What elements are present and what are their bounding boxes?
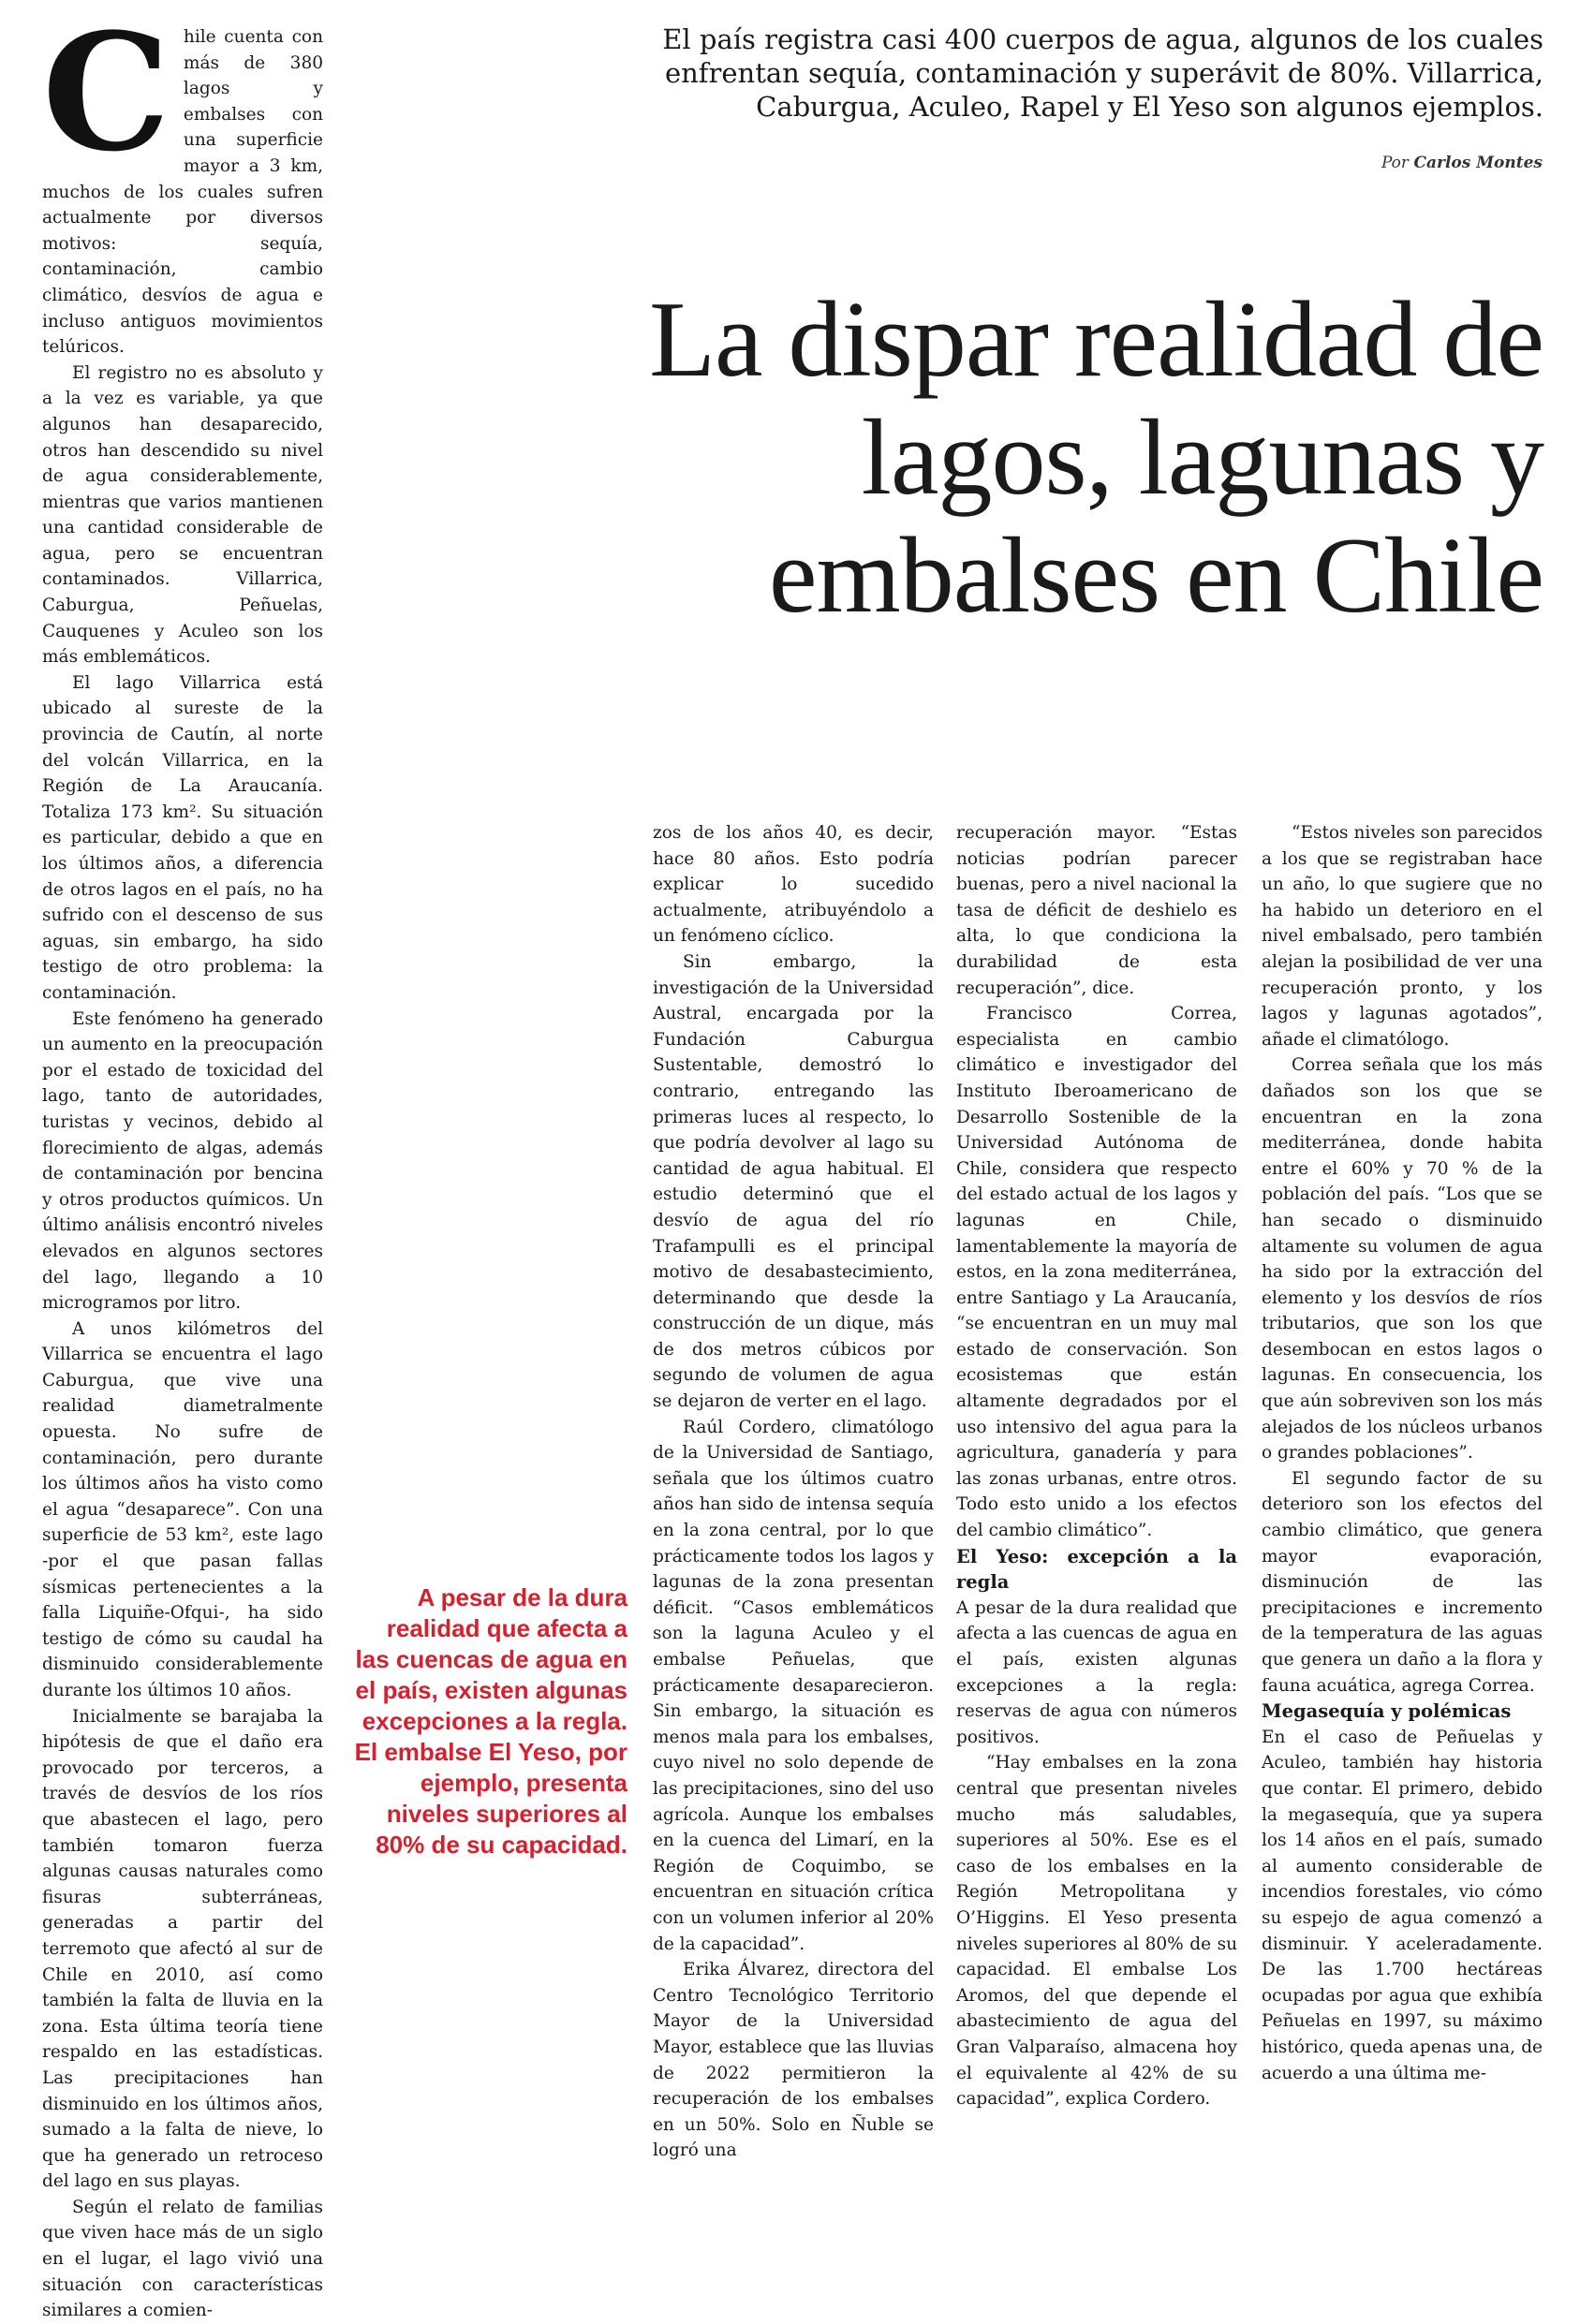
paragraph: El segundo factor de su deterioro son los efectos del cambio climático, que genera mayor evaporación, disminución de las precipitaciones e incremento de la temperatura de las aguas que genera un daño a la flora y fauna acuática, agrega Correa. bbox=[1262, 1468, 1543, 1696]
paragraph: El registro no es absoluto y a la vez es variable, ya que algunos han desaparecido, otros han descendido su nivel de agua considerablemente, mientras que varios mantienen una cantidad considerable de agua, pero se encuentran contaminados. Villarrica, Caburgua, Peñuelas, Cauquenes y Aculeo son los más emblemáticos. bbox=[42, 362, 323, 668]
paragraph: Este fenómeno ha generado un aumento en la preocupación por el estado de toxicidad del lago, tanto de autoridades, turistas y vecinos, debido al florecimiento de algas, además de contaminación por bencina y otros productos químicos. Un último análisis encontró niveles elevados en algunos sectores del lago, llegando a 10 microgramos por litro. bbox=[42, 1008, 323, 1314]
byline bbox=[1381, 154, 1543, 172]
paragraph: Correa señala que los más dañados son los que se encuentran en la zona mediterránea, donde habita entre el 60% y 70 % de la población del país. “Los que se han secado o disminuido altamente su volumen de agua ha sido por la extracción del elemento y los desvíos de ríos tributarios, que son los que desembocan en estos lagos o lagunas. En consecuencia, los que aún sobreviven son los más alejados de los núcleos urbanos o grandes poblaciones”. bbox=[1262, 1055, 1543, 1464]
pull-quote: A pesar de la dura realidad que afecta a las cuencas de agua en el país, existen algunas excepciones a la regla. El embalse El Yeso, por ejemplo, presenta niveles superiores al 80% de su capacidad. bbox=[354, 1583, 628, 1859]
paragraph: Erika Álvarez, directora del Centro Tecnológico Territorio Mayor de la Universidad Mayor, establece que las lluvias de 2022 permitieron la recuperación de los embalses en un 50%. Solo en Ñuble se logró una bbox=[653, 1960, 934, 2161]
paragraph: recuperación mayor. “Estas noticias podrían parecer buenas, pero a nivel nacional la tasa de déficit de deshielo es alta, lo que condiciona la durabilidad de esta recuperación”, dice. bbox=[956, 823, 1237, 998]
paragraph: Francisco Correa, especialista en cambio climático e investigador del Instituto Iberoamericano de Desarrollo Sostenible de la Universidad Autónoma de Chile, considera que respecto del estado actual de los lagos y lagunas en Chile, lamentablemente la mayoría de estos, en la zona mediterránea, entre Santiago y La Araucanía, “se encuentran en un muy mal estado de conservación. Son ecosistemas que están altamente degradados por el uso intensivo del agua para la agricultura, ganadería y para las zonas urbanas, entre otros. Todo esto unido a los efectos del cambio climático”. bbox=[956, 1004, 1237, 1541]
paragraph: A pesar de la dura realidad que afecta a las cuencas de agua en el país, existen algunas excepciones a la regla: reservas de agua con números positivos. bbox=[956, 1597, 1237, 1747]
deck: El país registra casi 400 cuerpos de agua, algunos de los cuales enfrentan sequía, contaminación y superávit de 80%. Villarrica, Caburgua, Aculeo, Rapel y El Yeso son algunos ejemplos. bbox=[662, 23, 1543, 123]
paragraph: zos de los años 40, es decir, hace 80 años. Esto podría explicar lo sucedido actualmente, atribuyéndolo a un fenómeno cíclico. bbox=[653, 823, 934, 947]
paragraph: “Hay embalses en la zona central que presentan niveles mucho más saludables, superiores al 50%. Ese es el caso de los embalses en la Región Metropolitana y O’Higgins. El Yeso presenta niveles superiores al 80% de su capacidad. El embalse Los Aromos, del que depende el abastecimiento de agua del Gran Valparaíso, almacena hoy el equivalente al 42% de su capacidad”, explica Cordero. bbox=[956, 1753, 1237, 2110]
paragraph: Inicialmente se barajaba la hipótesis de que el daño era provocado por terceros, a través de desvíos de los ríos que abastecen el lago, pero también tomaron fuerza algunas causas naturales como fisuras subterráneas, generadas a partir del terremoto que afectó al sur de Chile en 2010, así como también la falta de lluvia en la zona. Esta última teoría tiene respaldo en las estadísticas. Las precipitaciones han disminuido en los últimos años, sumado a la falta de nieve, lo que ha generado un retroceso del lago en sus playas. bbox=[42, 1706, 323, 2192]
paragraph: Raúl Cordero, climatólogo de la Universidad de Santiago, señala que los últimos cuatro años han sido de intensa sequía en la zona central, por lo que prácticamente todos los lagos y lagunas de la zona presentan déficit. “Casos emblemáticos son la laguna Aculeo y el embalse Peñuelas, que prácticamente desaparecieron. Sin embargo, la situación es menos mala para los embalses, cuyo nivel no solo depende de las precipitaciones, sino del uso agrícola. Aunque los embalses en la cuenca del Limarí, en la Región de Coquimbo, se encuentran en situación crítica con un volumen inferior al 20% de la capacidad”. bbox=[653, 1417, 934, 1954]
paragraph: hile cuenta con más de 380 lagos y embalses con una superficie mayor a 3 km, muchos de los cuales sufren actualmente por diversos motivos: sequía, contaminación, cambio climático, desvíos de agua e incluso antiguos movimientos telúricos. bbox=[42, 27, 323, 358]
byline-prefix: Por bbox=[1381, 154, 1414, 172]
paragraph: Según el relato de familias que viven hace más de un siglo en el lugar, el lago vivió una situación con características similares a comien- bbox=[42, 2197, 323, 2321]
byline-author: Carlos Montes bbox=[1413, 154, 1543, 172]
article-column-1 bbox=[42, 0, 323, 2324]
subheading: El Yeso: excepción a la regla bbox=[956, 1545, 1237, 1594]
paragraph: A unos kilómetros del Villarrica se encuentra el lago Caburgua, que vive una realidad diametralmente opuesta. No sufre de contaminación, pero durante los últimos años ha visto como el agua “desaparece”. Con una superficie de 53 km², este lago -por el que pasan fallas sísmicas pertenecientes a la falla Liquiñe-Ofqui-, ha sido testigo de cómo su caudal ha disminuido considerablemente durante los últimos 10 años. bbox=[42, 1318, 323, 1700]
paragraph: En el caso de Peñuelas y Aculeo, también hay historia que contar. El primero, debido la megasequía, que ya supera los 14 años en el país, sumado al aumento considerable de incendios forestales, vio cómo su espejo de agua comenzó a disminuir. Y aceleradamente. De las 1.700 hectáreas ocupadas por agua que exhibía Peñuelas en 1997, su máximo histórico, queda apenas una, de acuerdo a una última me- bbox=[1262, 1727, 1543, 2083]
headline: La dispar realidad de lagos, lagunas y embalses en Chile bbox=[649, 280, 1543, 636]
dropcap: C bbox=[42, 0, 170, 187]
article-column-2 bbox=[653, 820, 934, 2164]
subheading: Megasequía y polémicas bbox=[1262, 1700, 1512, 1723]
paragraph: Sin embargo, la investigación de la Universidad Austral, encargada por la Fundación Caburgua Sustentable, demostró lo contrario, entregando las primeras luces al respecto, lo que podría devolver al lago su cantidad de agua habitual. El estudio determinó que el desvío de agua del río Trafampulli es el principal motivo de desabastecimiento, determinando que desde la construcción de un dique, más de dos metros cúbicos por segundo de volumen de agua se dejaron de verter en el lago. bbox=[653, 951, 934, 1412]
paragraph: “Estos niveles son parecidos a los que se registraban hace un año, lo que sugiere que no ha habido un deterioro en el nivel embalsado, pero también alejan la posibilidad de ver una recuperación pronto, y los lagos y lagunas agotados”, añade el climatólogo. bbox=[1262, 823, 1543, 1050]
article-column-3 bbox=[956, 820, 1237, 2112]
article-column-4 bbox=[1262, 820, 1543, 2086]
paragraph: El lago Villarrica está ubicado al sureste de la provincia de Cautín, al norte del volcán Villarrica, en la Región de La Araucanía. Totaliza 173 km². Su situación es particular, debido a que en los últimos años, a diferencia de otros lagos en el país, no ha sufrido con el descenso de sus aguas, sin embargo, ha sido testigo de otro problema: la contaminación. bbox=[42, 672, 323, 1003]
